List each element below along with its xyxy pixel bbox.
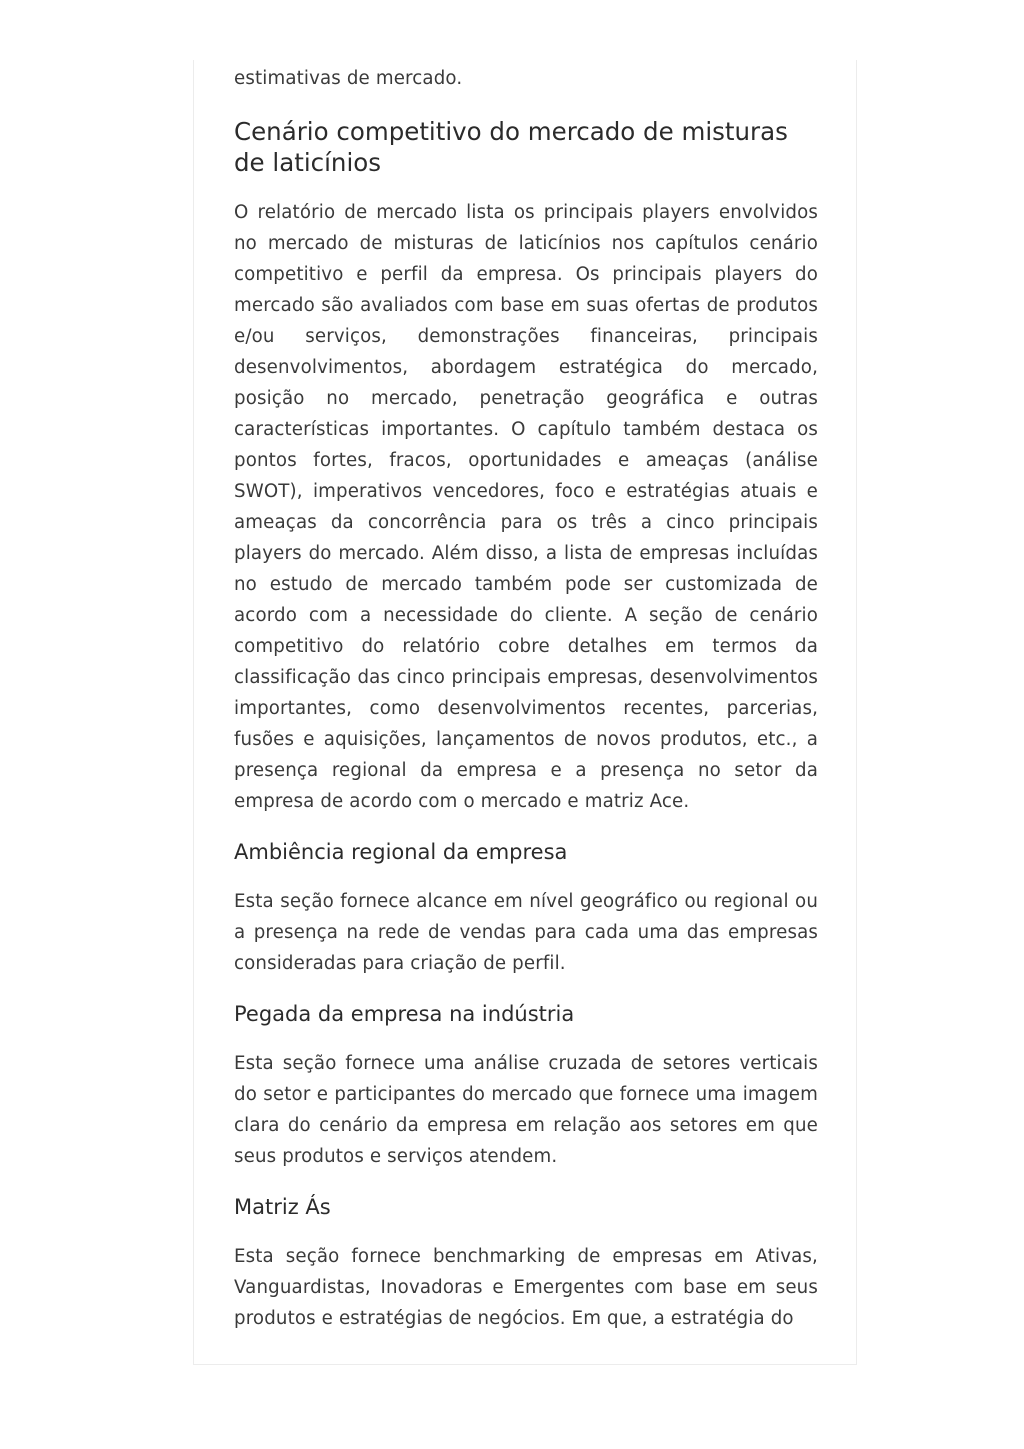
heading-regional-footprint: Ambiência regional da empresa (234, 840, 568, 864)
document-page (193, 60, 857, 1365)
paragraph-competitive-landscape: O relatório de mercado lista os principais players envolvidos no mercado de misturas de laticínios nos capítulos cenário competitivo e perfil da empresa. Os principais players do mercado são avaliados com base em suas ofertas de produtos e/ou serviços, demonstrações financeiras, principais desenvolvimentos, abordagem estratégica do mercado, posição no mercado, penetração geográfica e outras características importantes. O capítulo também destaca os pontos fortes, fracos, oportunidades e ameaças (análise SWOT), imperativos vencedores, foco e estratégias atuais e ameaças da concorrência para os três a cinco principais players do mercado. Além disso, a lista de empresas incluídas no estudo de mercado também pode ser customizada de acordo com a necessidade do cliente. A seção de cenário competitivo do relatório cobre detalhes em termos da classificação das cinco principais empresas, desenvolvimentos importantes, como desenvolvimentos recentes, parcerias, fusões e aquisições, lançamentos de novos produtos, etc., a presença regional da empresa e a presença no setor da empresa de acordo com o mercado e matriz Ace. (234, 202, 818, 812)
heading-ace-matrix: Matriz Ás (234, 1195, 331, 1219)
document-content (234, 60, 818, 1334)
heading-industry-footprint: Pegada da empresa na indústria (234, 1002, 575, 1026)
paragraph-ace-matrix: Esta seção fornece benchmarking de empresas em Ativas, Vanguardistas, Inovadoras e Emergentes com base em seus produtos e estratégias de negócios. Em que, a estratégia do (234, 1246, 818, 1329)
paragraph-regional-footprint: Esta seção fornece alcance em nível geográfico ou regional ou a presença na rede de vendas para cada uma das empresas consideradas para criação de perfil. (234, 891, 818, 974)
paragraph-industry-footprint: Esta seção fornece uma análise cruzada de setores verticais do setor e participantes do mercado que fornece uma imagem clara do cenário da empresa em relação aos setores em que seus produtos e serviços atendem. (234, 1053, 818, 1167)
heading-competitive-landscape: Cenário competitivo do mercado de misturas de laticínios (234, 117, 788, 177)
lead-paragraph-fragment: estimativas de mercado. (234, 68, 463, 89)
